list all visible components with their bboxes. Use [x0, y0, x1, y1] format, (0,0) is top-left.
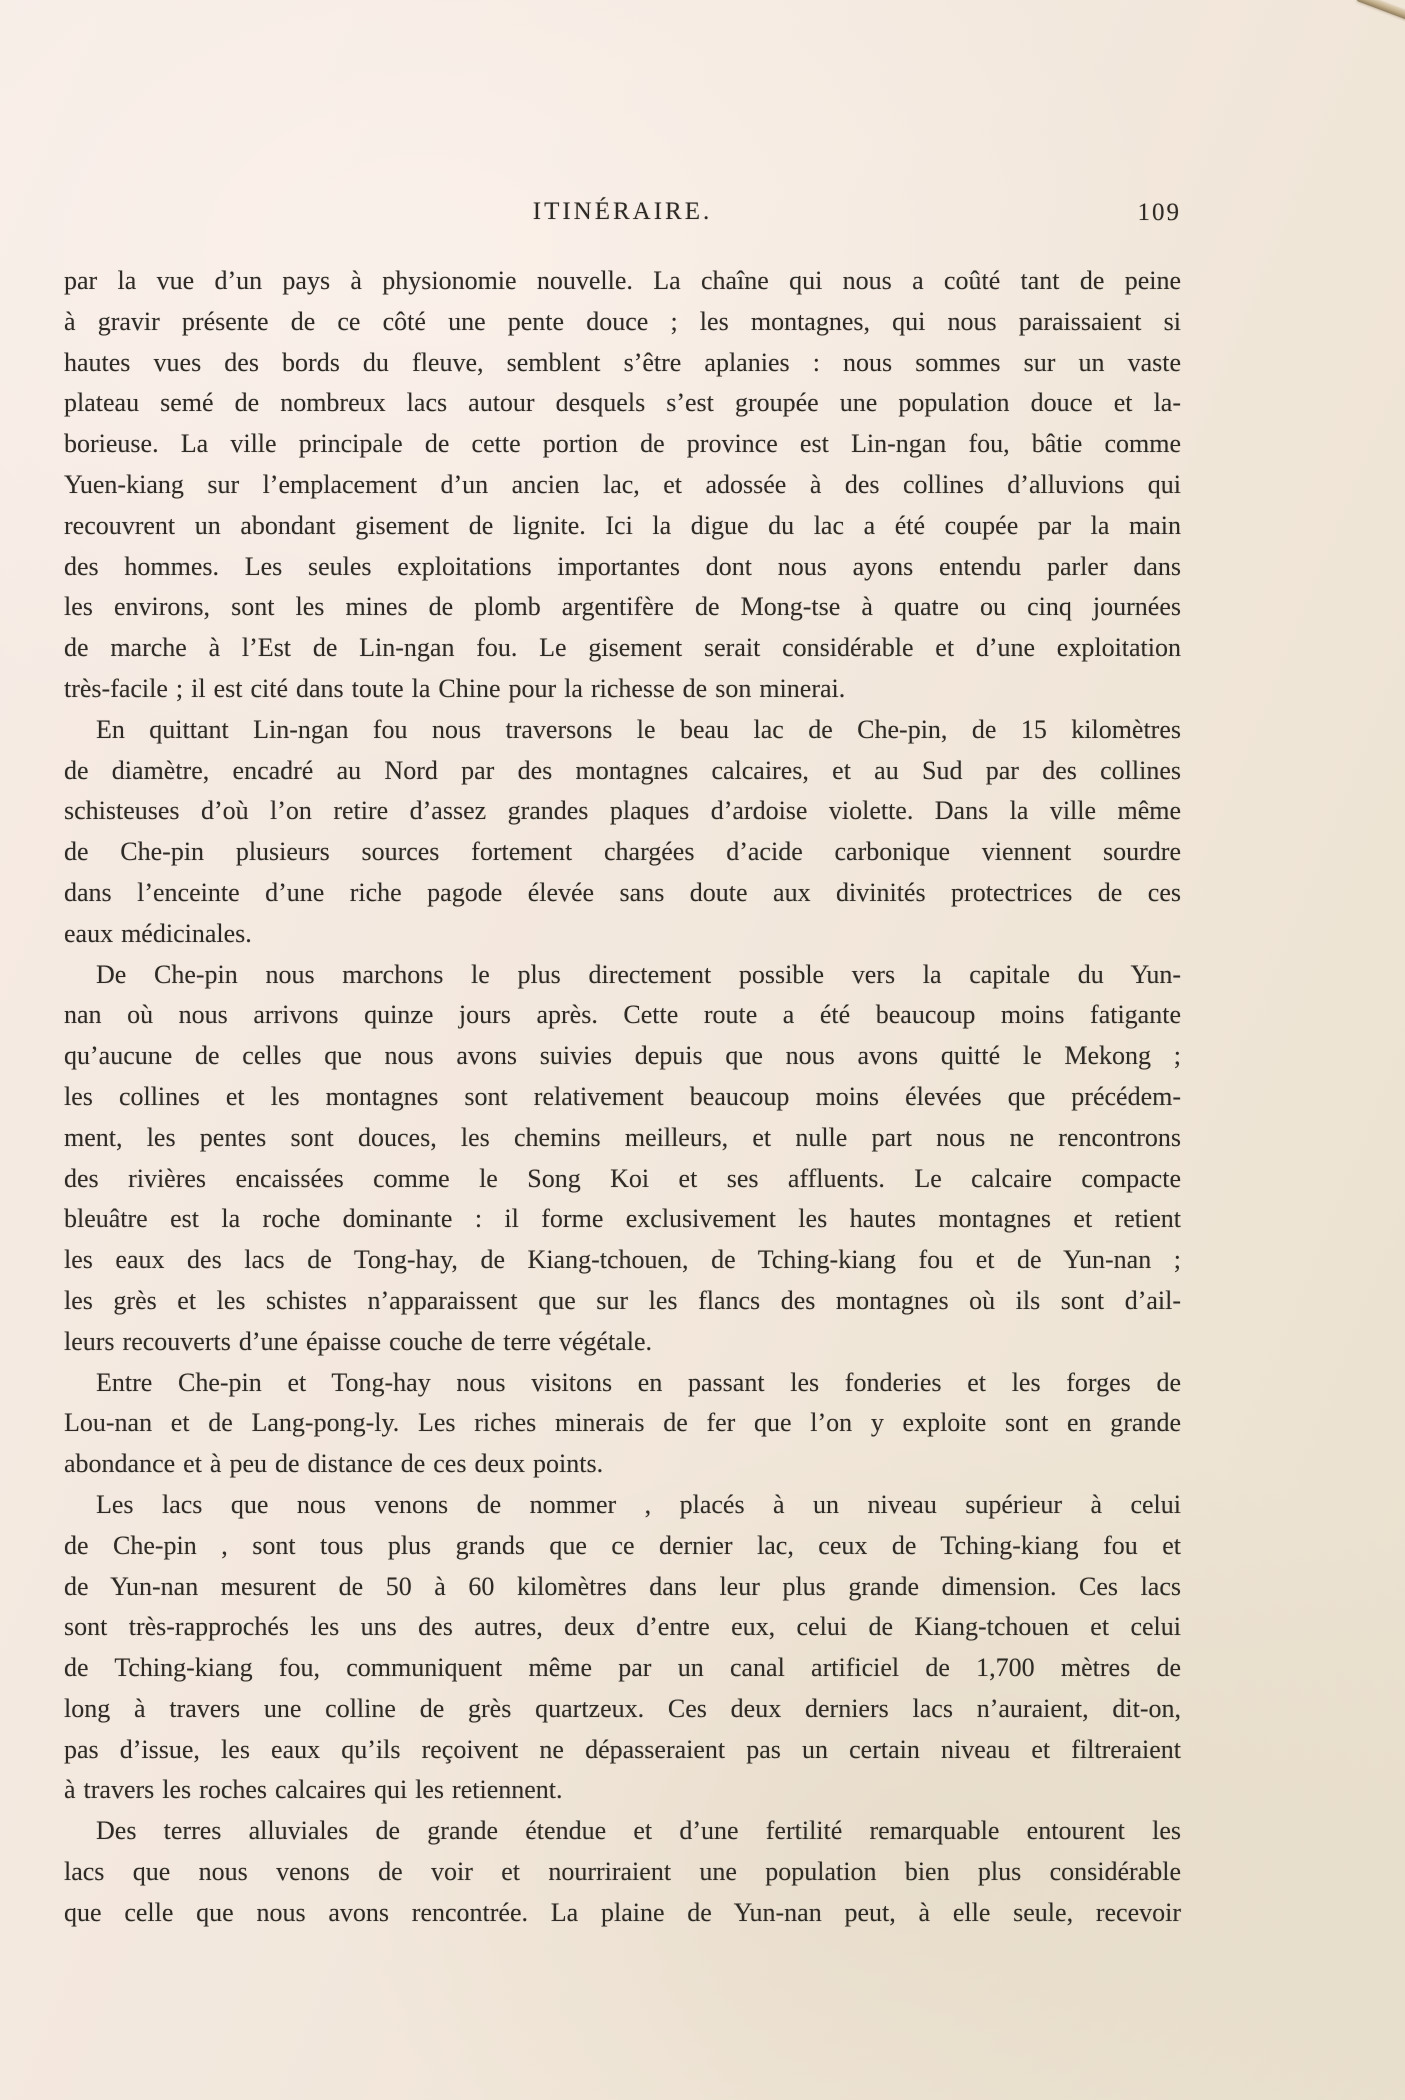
text-line: recouvrent un abondant gisement de lignite. Ici la digue du lac a été coupée par la main [64, 510, 1181, 540]
text-line: pas d’issue, les eaux qu’ils reçoivent ne dépasseraient pas un certain niveau et filtreraient [64, 1734, 1181, 1764]
text-line: les grès et les schistes n’apparaissent que sur les flancs des montagnes où ils sont d’ail- [64, 1285, 1181, 1315]
text-line: long à travers une colline de grès quartzeux. Ces deux derniers lacs n’auraient, dit-on, [64, 1693, 1181, 1723]
text-line: dans l’enceinte d’une riche pagode élevée sans doute aux divinités protectrices de ces [64, 877, 1181, 907]
text-line: Entre Che-pin et Tong-hay nous visitons en passant les fonderies et les forges de [96, 1367, 1181, 1397]
text-line: de Tching-kiang fou, communiquent même par un canal artificiel de 1,700 mètres de [64, 1653, 1181, 1683]
text-line: Les lacs que nous venons de nommer , placés à un niveau supérieur à celui [96, 1489, 1181, 1519]
text-line: schisteuses d’où l’on retire d’assez grandes plaques d’ardoise violette. Dans la ville même [64, 796, 1181, 826]
text-line: nan où nous arrivons quinze jours après. Cette route a été beaucoup moins fatigante [64, 1000, 1181, 1030]
text-line: ment, les pentes sont douces, les chemins meilleurs, et nulle part nous ne rencontrons [64, 1122, 1181, 1152]
running-title: ITINÉRAIRE. [532, 198, 713, 225]
text-line: eaux médicinales. [64, 918, 252, 948]
body-text [64, 261, 1181, 1934]
text-line: plateau semé de nombreux lacs autour desquels s’est groupée une population douce et la- [64, 388, 1181, 418]
text-line: de Che-pin plusieurs sources fortement chargées d’acide carbonique viennent sourdre [64, 837, 1181, 867]
page-number: 109 [1137, 199, 1181, 226]
text-line: que celle que nous avons rencontrée. La plaine de Yun-nan peut, à elle seule, recevoir [64, 1897, 1181, 1927]
text-line: par la vue d’un pays à physionomie nouvelle. La chaîne qui nous a coûté tant de peine [64, 266, 1181, 295]
text-line: lacs que nous venons de voir et nourriraient une population bien plus considérable [64, 1857, 1181, 1887]
text-line: qu’aucune de celles que nous avons suivies depuis que nous avons quitté le Mekong ; [64, 1041, 1181, 1071]
text-line: à gravir présente de ce côté une pente douce ; les montagnes, qui nous paraissaient si [64, 306, 1181, 336]
page-header [64, 198, 1181, 234]
text-line: des hommes. Les seules exploitations importantes dont nous ayons entendu parler dans [64, 551, 1181, 581]
text-line: à travers les roches calcaires qui les retiennent. [64, 1775, 563, 1805]
text-line: Yuen-kiang sur l’emplacement d’un ancien lac, et adossée à des collines d’alluvions qui [64, 469, 1181, 499]
text-line: les environs, sont les mines de plomb argentifère de Mong-tse à quatre ou cinq journées [64, 592, 1181, 622]
text-line: de Che-pin , sont tous plus grands que ce dernier lac, ceux de Tching-kiang fou et [64, 1530, 1181, 1560]
text-line: des rivières encaissées comme le Song Koi et ses affluents. Le calcaire compacte [64, 1163, 1181, 1193]
text-line: hautes vues des bords du fleuve, semblent s’être aplanies : nous sommes sur un vaste [64, 347, 1181, 377]
text-line: très-facile ; il est cité dans toute la Chine pour la richesse de son minerai. [64, 673, 846, 703]
text-line: de Yun-nan mesurent de 50 à 60 kilomètres dans leur plus grande dimension. Ces lacs [64, 1571, 1181, 1601]
text-line: Lou-nan et de Lang-pong-ly. Les riches minerais de fer que l’on y exploite sont en grande [64, 1408, 1181, 1438]
text-line: de diamètre, encadré au Nord par des montagnes calcaires, et au Sud par des collines [64, 755, 1181, 785]
scan-corner-artifact [1356, 0, 1405, 23]
text-line: En quittant Lin-ngan fou nous traversons le beau lac de Che-pin, de 15 kilomètres [96, 714, 1181, 744]
text-line: les collines et les montagnes sont relativement beaucoup moins élevées que précédem- [64, 1081, 1181, 1111]
text-line: borieuse. La ville principale de cette portion de province est Lin-ngan fou, bâtie comme [64, 429, 1181, 459]
text-line: Des terres alluviales de grande étendue et d’une fertilité remarquable entourent les [96, 1816, 1181, 1846]
text-line: les eaux des lacs de Tong-hay, de Kiang-tchouen, de Tching-kiang fou et de Yun-nan ; [64, 1245, 1181, 1275]
text-line: de marche à l’Est de Lin-ngan fou. Le gisement serait considérable et d’une exploitation [64, 633, 1181, 663]
text-line: De Che-pin nous marchons le plus directement possible vers la capitale du Yun- [96, 959, 1181, 989]
text-line: sont très-rapprochés les uns des autres, deux d’entre eux, celui de Kiang-tchouen et celui [64, 1612, 1181, 1642]
text-line: bleuâtre est la roche dominante : il forme exclusivement les hautes montagnes et retient [64, 1204, 1181, 1234]
text-line: abondance et à peu de distance de ces deux points. [64, 1449, 604, 1479]
text-line: leurs recouverts d’une épaisse couche de terre végétale. [64, 1326, 652, 1356]
